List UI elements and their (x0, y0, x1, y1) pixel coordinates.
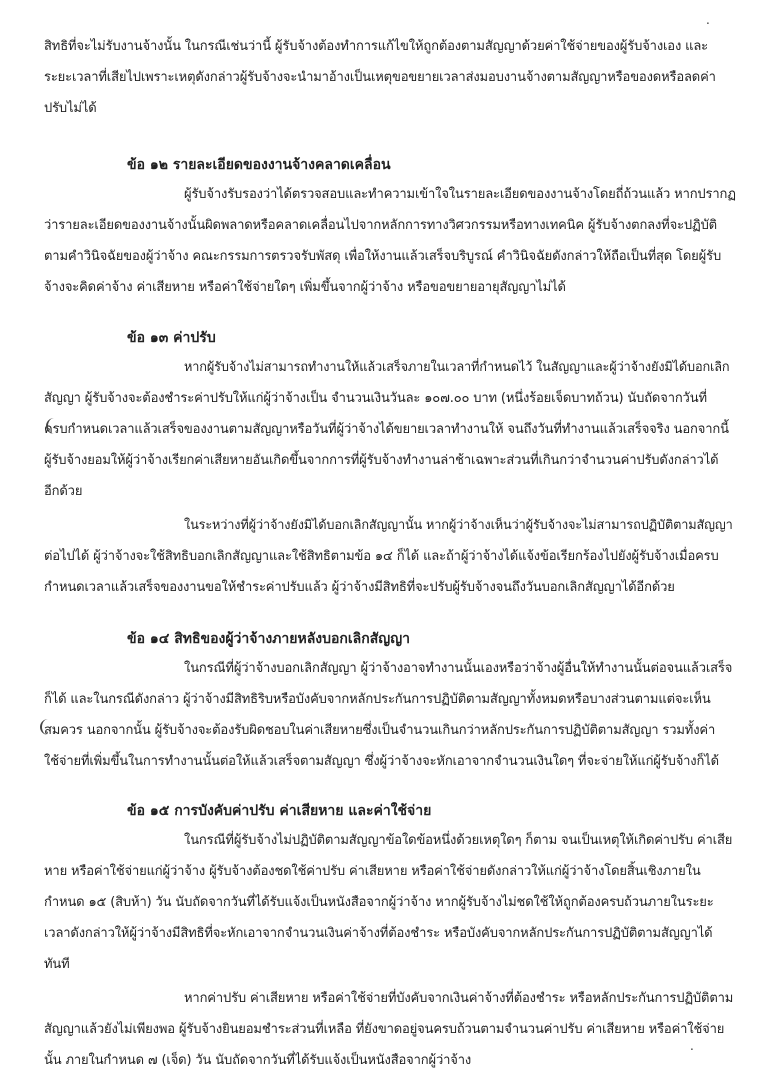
section-heading: ข้อ ๑๔ สิทธิของผู้ว่าจ้างภายหลังบอกเลิกสัญญา (127, 631, 410, 647)
text-line: อีกด้วย (44, 484, 83, 499)
text-line: ในกรณีที่ผู้ว่าจ้างบอกเลิกสัญญา ผู้ว่าจ้างอาจทำงานนั้นเองหรือว่าจ้างผู้อื่นให้ทำงานนั้นต่อจนแล้วเสร็จ (184, 661, 733, 676)
text-line: สัญญา ผู้รับจ้างจะต้องชำระค่าปรับให้แก่ผู้ว่าจ้างเป็น จำนวนเงินวันละ ๑๐๗.๐๐ บาท (หนึ่งร้อยเจ็ดบาทถ้วน) นับถัดจากวันที่ (44, 391, 707, 406)
text-line: สิทธิที่จะไม่รับงานจ้างนั้น ในกรณีเช่นว่านี้ ผู้รับจ้างต้องทำการแก้ไขให้ถูกต้องตามสัญญาด้วยค่าใช้จ่ายของผู้รับจ้างเอง และ (44, 39, 709, 54)
text-line: หากผู้รับจ้างไม่สามารถทำงานให้แล้วเสร็จภายในเวลาที่กำหนดไว้ ในสัญญาและผู้ว่าจ้างยังมิได้บอกเลิก (184, 360, 730, 375)
text-line: ครบกำหนดเวลาแล้วเสร็จของงานตามสัญญาหรือวันที่ผู้ว่าจ้างได้ขยายเวลาทำงานให้ จนถึงวันที่ทำงานแล้วเสร็จจริง นอกจากนี้ (44, 422, 729, 437)
text-line: ระยะเวลาที่เสียไปเพราะเหตุดังกล่าวผู้รับจ้างจะนำมาอ้างเป็นเหตุขอขยายเวลาส่งมอบงานจ้างตามสัญญาหรือของดหรือลดค่า (44, 70, 716, 85)
text-line: สมควร นอกจากนั้น ผู้รับจ้างจะต้องรับผิดชอบในค่าเสียหายซึ่งเป็นจำนวนเกินกว่าหลักประกันการปฏิบัติตามสัญญา รวมทั้งค่า (44, 723, 716, 738)
text-line: นั้น ภายในกำหนด ๗ (เจ็ด) วัน นับถัดจากวันที่ได้รับแจ้งเป็นหนังสือจากผู้ว่าจ้าง (44, 1053, 472, 1068)
text-line: ต่อไปได้ ผู้ว่าจ้างจะใช้สิทธิบอกเลิกสัญญาและใช้สิทธิตามข้อ ๑๔ ก็ได้ และถ้าผู้ว่าจ้างได้แจ้งข้อเรียกร้องไปยังผู้รับจ้างเมื่อครบ (44, 549, 719, 564)
text-line: ในระหว่างที่ผู้ว่าจ้างยังมิได้บอกเลิกสัญญานั้น หากผู้ว่าจ้างเห็นว่าผู้รับจ้างจะไม่สามารถปฏิบัติตามสัญญา (184, 518, 733, 533)
text-line: ว่ารายละเอียดของงานจ้างนั้นผิดพลาดหรือคลาดเคลื่อนไปจากหลักการทางวิศวกรรมหรือทางเทคนิค ผู้รับจ้างตกลงที่จะปฏิบัติ (44, 218, 717, 233)
text-line: หาย หรือค่าใช้จ่ายแก่ผู้ว่าจ้าง ผู้รับจ้างต้องชดใช้ค่าปรับ ค่าเสียหาย หรือค่าใช้จ่ายดังกล่าวให้แก่ผู้ว่าจ้างโดยสิ้นเชิงภายใน (44, 864, 701, 879)
section-heading: ข้อ ๑๕ การบังคับค่าปรับ ค่าเสียหาย และค่าใช้จ่าย (127, 803, 432, 819)
scan-bracket-mark (46, 418, 62, 434)
scan-bracket-mark (40, 719, 56, 735)
text-line: ใช้จ่ายที่เพิ่มขึ้นในการทำงานนั้นต่อให้แล้วเสร็จตามสัญญา ซึ่งผู้ว่าจ้างจะหักเอาจากจำนวนเงินใดๆ ที่จะจ่ายให้แก่ผู้รับจ้างก็ได้ (44, 754, 719, 769)
text-line: จ้างจะคิดค่าจ้าง ค่าเสียหาย หรือค่าใช้จ่ายใดๆ เพิ่มขึ้นจากผู้ว่าจ้าง หรือขอขยายอายุสัญญาไม่ได้ (44, 280, 566, 295)
text-line: ตามคำวินิจฉัยของผู้ว่าจ้าง คณะกรรมการตรวจรับพัสดุ เพื่อให้งานแล้วเสร็จบริบูรณ์ คำวินิจฉัยดังกล่าวให้ถือเป็นที่สุด โดยผู้รับ (44, 249, 722, 264)
scan-speck: . (706, 13, 710, 27)
text-line: ทันที (44, 957, 70, 972)
text-line: กำหนด ๑๕ (สิบห้า) วัน นับถัดจากวันที่ได้รับแจ้งเป็นหนังสือจากผู้ว่าจ้าง หากผู้รับจ้างไม่ชดใช้ให้ถูกต้องครบถ้วนภายในระยะ (44, 895, 714, 910)
text-line: สัญญาแล้วยังไม่เพียงพอ ผู้รับจ้างยินยอมชำระส่วนที่เหลือ ที่ยังขาดอยู่จนครบถ้วนตามจำนวนค่าปรับ ค่าเสียหาย หรือค่าใช้จ่าย (44, 1022, 725, 1037)
section-heading: ข้อ ๑๒ รายละเอียดของงานจ้างคลาดเคลื่อน (127, 157, 391, 173)
text-line: ผู้รับจ้างรับรองว่าได้ตรวจสอบและทำความเข้าใจในรายละเอียดของงานจ้างโดยถี่ถ้วนแล้ว หากปรากฏ (184, 187, 736, 202)
scan-speck: . (690, 1039, 694, 1053)
text-line: ปรับไม่ได้ (44, 101, 97, 116)
text-line: หากค่าปรับ ค่าเสียหาย หรือค่าใช้จ่ายที่บังคับจากเงินค่าจ้างที่ต้องชำระ หรือหลักประกันการปฏิบัติตาม (184, 991, 734, 1006)
text-line: กำหนดเวลาแล้วเสร็จของงานขอให้ชำระค่าปรับแล้ว ผู้ว่าจ้างมีสิทธิที่จะปรับผู้รับจ้างจนถึงวันบอกเลิกสัญญาได้อีกด้วย (44, 580, 675, 595)
text-line: ในกรณีที่ผู้รับจ้างไม่ปฏิบัติตามสัญญาข้อใดข้อหนึ่งด้วยเหตุใดๆ ก็ตาม จนเป็นเหตุให้เกิดค่าปรับ ค่าเสีย (184, 833, 733, 848)
section-heading: ข้อ ๑๓ ค่าปรับ (127, 330, 216, 346)
text-line: ก็ได้ และในกรณีดังกล่าว ผู้ว่าจ้างมีสิทธิริบหรือบังคับจากหลักประกันการปฏิบัติตามสัญญาทั้งหมดหรือบางส่วนตามแต่จะเห็น (44, 692, 711, 707)
text-line: ผู้รับจ้างยอมให้ผู้ว่าจ้างเรียกค่าเสียหายอันเกิดขึ้นจากการที่ผู้รับจ้างทำงานล่าช้าเฉพาะส่วนที่เกินกว่าจำนวนค่าปรับดังกล่าวได้ (44, 453, 719, 468)
text-line: เวลาดังกล่าวให้ผู้ว่าจ้างมีสิทธิที่จะหักเอาจากจำนวนเงินค่าจ้างที่ต้องชำระ หรือบังคับจากหลักประกันการปฏิบัติตามสัญญาได้ (44, 926, 713, 941)
